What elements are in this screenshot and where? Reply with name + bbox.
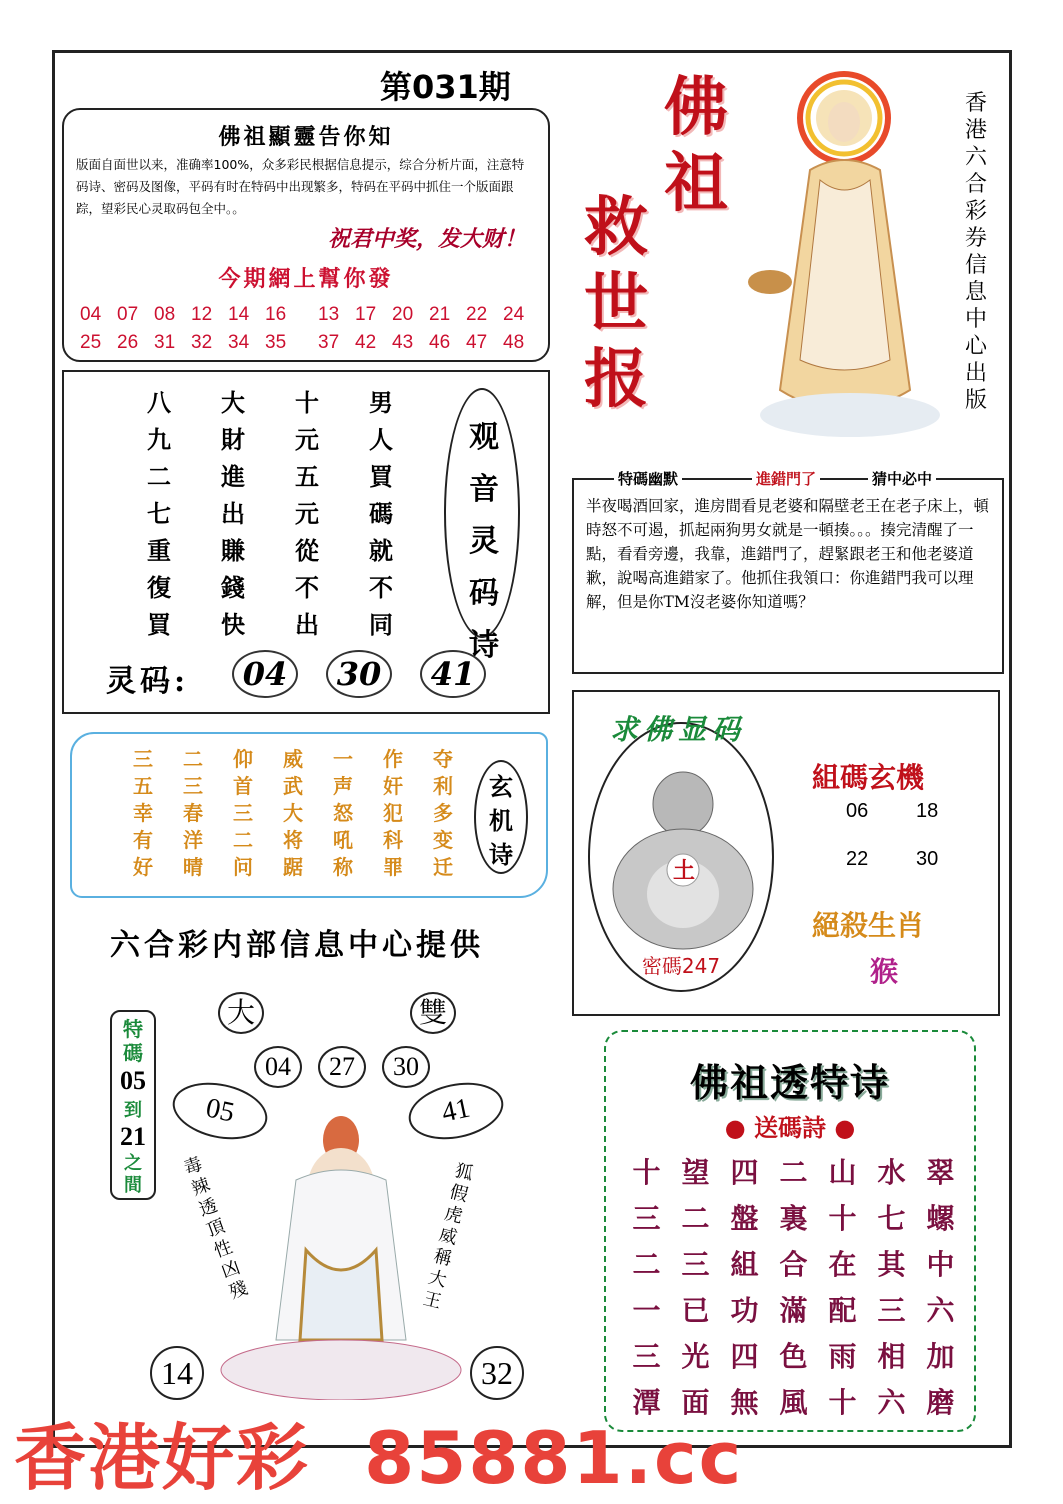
poem-char: 十 <box>828 1202 857 1235</box>
lottery-number: 42 <box>355 332 377 353</box>
poem-char: 三 <box>233 801 253 825</box>
buddha-center-char: 土 <box>673 859 696 884</box>
top-number: 27 <box>318 1046 366 1088</box>
poem-char: 在 <box>828 1248 857 1281</box>
special-poem-box <box>604 1030 976 1432</box>
poem-char: 配 <box>828 1294 857 1327</box>
poem-char: 進 <box>221 462 245 491</box>
poem-char: 裏 <box>779 1202 808 1235</box>
special-poem-grid <box>622 1150 965 1426</box>
buddha-arc-text: 求佛显码 <box>610 713 747 746</box>
kill-title: 絕殺生肖 <box>812 909 925 942</box>
poem-char: 錢 <box>221 573 245 602</box>
poem-char: 不 <box>369 573 393 602</box>
buddha-box <box>572 690 1000 1016</box>
number-row-1 <box>80 304 540 326</box>
guanyin-oval <box>444 388 520 663</box>
lottery-number: 46 <box>429 332 451 353</box>
left-phrase: 毒辣透頂性凶殘 <box>181 1153 251 1304</box>
lingma-label: 灵码: <box>106 664 190 699</box>
poem-char: 色 <box>779 1340 808 1373</box>
poem-char: 十 <box>828 1386 857 1419</box>
poem-char: 三 <box>632 1202 661 1235</box>
joke-text: 半夜喝酒回家，進房間看見老婆和隔壁老王在老子床上，頓時怒不可遏，抓起兩狗男女就是一頓揍。。。揍完清醒了一點，看看旁邊，我靠，進錯門了，趕緊跟老王和他老婆道歉，說喝高進錯家了。他抓住我領口：你進錯門我可以理解，但是你TM沒老婆你知道嗎？ <box>586 497 990 611</box>
double-badge: 雙 <box>410 992 456 1034</box>
footer-watermark: 香港好彩 85881.cc <box>14 1416 744 1500</box>
left-number: 05 <box>167 1075 272 1148</box>
lottery-number: 13 <box>318 304 340 325</box>
poem-char: 首 <box>233 774 253 798</box>
poem-char: 出 <box>295 610 319 639</box>
poem-char: 碼 <box>369 499 393 528</box>
poem-char: 作 <box>383 747 403 771</box>
poem-char: 春 <box>183 801 203 825</box>
poem-char: 元 <box>295 425 319 454</box>
poem-char: 九 <box>147 425 171 454</box>
poem-char: 吼 <box>333 828 353 852</box>
poem-char: 山 <box>828 1156 857 1189</box>
poem-char: 中 <box>926 1248 955 1281</box>
xuanji-oval <box>474 760 528 874</box>
poem-char: 相 <box>877 1340 906 1373</box>
lottery-number: 32 <box>191 332 213 353</box>
poem-subtitle-text: 送碼詩 <box>754 1113 826 1142</box>
poem-char: 迁 <box>433 855 453 879</box>
poem-char: 從 <box>295 536 319 565</box>
poem-char: 有 <box>133 828 153 852</box>
poem-char: 買 <box>147 610 171 639</box>
lottery-number: 35 <box>265 332 287 353</box>
poem-char: 十 <box>632 1156 661 1189</box>
poem-char: 組 <box>730 1248 759 1281</box>
poem-char: 六 <box>877 1386 906 1419</box>
notice-box <box>62 108 550 362</box>
joke-header-3: 猜中必中 <box>868 468 936 489</box>
poem-char: 一 <box>632 1294 661 1327</box>
poem-box-title: 佛祖透特诗 <box>689 1060 890 1105</box>
lottery-number: 16 <box>265 304 287 325</box>
notice-wish: 祝君中奖，发大财！ <box>327 226 526 252</box>
poem-char: 元 <box>295 499 319 528</box>
right-number: 41 <box>403 1075 508 1148</box>
poem-char: 快 <box>221 610 245 639</box>
issue-number: 第031期 <box>380 68 511 106</box>
big-badge: 大 <box>218 992 264 1034</box>
buddha-figure-illustration <box>740 60 950 460</box>
poem-char: 七 <box>147 499 171 528</box>
poem-char: 合 <box>779 1248 808 1281</box>
poem-char: 将 <box>283 828 303 852</box>
tema-between: 之間 <box>124 1153 142 1195</box>
poem-char: 洋 <box>183 828 203 852</box>
poem-char: 仰 <box>233 747 253 771</box>
poem-char: 無 <box>730 1386 759 1419</box>
poem-char: 雨 <box>828 1340 857 1373</box>
lottery-number: 24 <box>503 304 525 325</box>
xuanji-poem-grid <box>118 746 468 881</box>
poem-char: 同 <box>369 610 393 639</box>
poem-char: 二 <box>233 828 253 852</box>
number-row-2 <box>80 332 540 354</box>
poem-char: 盤 <box>730 1202 759 1235</box>
poem-char: 財 <box>221 425 245 454</box>
lottery-number: 25 <box>80 332 102 353</box>
combo-number: 06 <box>846 800 869 822</box>
poem-char: 六 <box>926 1294 955 1327</box>
poem-char: 功 <box>730 1294 759 1327</box>
poem-char: 已 <box>681 1294 710 1327</box>
guanyin-oval-label: 观音灵码诗 <box>469 420 499 663</box>
lottery-number: 22 <box>466 304 488 325</box>
poem-char: 人 <box>369 425 393 454</box>
poem-char: 買 <box>369 462 393 491</box>
poem-char: 男 <box>369 388 393 417</box>
tema-from: 05 <box>120 1066 146 1095</box>
title-column-2: 救世报 <box>584 190 648 417</box>
combo-number: 22 <box>846 848 869 870</box>
lottery-number: 31 <box>154 332 176 353</box>
poem-char: 犯 <box>383 801 403 825</box>
xuanji-poem-box <box>70 732 548 898</box>
tema-to-label: 到 <box>124 1100 142 1120</box>
poem-char: 就 <box>369 536 393 565</box>
buddha-oval <box>588 722 774 992</box>
provider-text: 六合彩内部信息中心提供 <box>110 928 484 963</box>
poem-char: 三 <box>183 774 203 798</box>
poem-char: 一 <box>333 747 353 771</box>
publisher-text: 香港六合彩券信息中心出版 <box>964 91 987 413</box>
poem-char: 望 <box>681 1156 710 1189</box>
lottery-number: 12 <box>191 304 213 325</box>
lottery-number: 21 <box>429 304 451 325</box>
joke-box <box>572 470 1004 674</box>
poem-char: 踞 <box>283 855 303 879</box>
poem-char: 好 <box>133 855 153 879</box>
poem-char: 怒 <box>333 801 353 825</box>
guanyin-poem-box <box>62 370 550 714</box>
tema-box <box>110 1010 156 1200</box>
poem-char: 八 <box>147 388 171 417</box>
poem-char: 称 <box>333 855 353 879</box>
bottom-left-number: 14 <box>150 1346 204 1400</box>
poem-char: 賺 <box>221 536 245 565</box>
poem-char: 问 <box>233 855 253 879</box>
poem-char: 光 <box>681 1340 710 1373</box>
poem-char: 復 <box>147 573 171 602</box>
lottery-number: 14 <box>228 304 250 325</box>
poem-char: 三 <box>133 747 153 771</box>
kill-value: 猴 <box>870 955 899 988</box>
poem-char: 磨 <box>926 1386 955 1419</box>
guanyin-poem-grid <box>122 384 418 643</box>
poem-char: 加 <box>926 1340 955 1373</box>
notice-body: 版面自面世以来，准确率100%，众多彩民根据信息提示，综合分析片面，注意特码诗、密码及图像，平码有时在特码中出现繁多，特码在平码中抓住一个版面跟踪，望彩民心灵取码包全中。。 <box>76 157 525 216</box>
poem-char: 奸 <box>383 774 403 798</box>
poem-char: 出 <box>221 499 245 528</box>
poem-char: 多 <box>433 801 453 825</box>
poem-char: 不 <box>295 573 319 602</box>
poem-char: 晴 <box>183 855 203 879</box>
poem-char: 二 <box>632 1248 661 1281</box>
poem-char: 翠 <box>926 1156 955 1189</box>
poem-char: 利 <box>433 774 453 798</box>
lottery-number: 17 <box>355 304 377 325</box>
poem-char: 幸 <box>133 801 153 825</box>
poem-char: 变 <box>433 828 453 852</box>
notice-title: 佛祖顯靈告你知 <box>218 125 394 150</box>
lottery-number: 04 <box>80 304 102 325</box>
bottom-right-number: 32 <box>470 1346 524 1400</box>
right-phrase: 狐假虎威稱大王 <box>420 1160 476 1313</box>
joke-header-1: 特碼幽默 <box>614 468 682 489</box>
tema-label: 特碼 <box>123 1019 143 1065</box>
poem-char: 面 <box>681 1386 710 1419</box>
poem-char: 武 <box>283 774 303 798</box>
poem-char: 大 <box>221 388 245 417</box>
lottery-number: 37 <box>318 332 340 353</box>
lingma-number: 04 <box>232 650 298 698</box>
lingma-number: 30 <box>326 650 392 698</box>
lottery-number: 48 <box>503 332 525 353</box>
poem-char: 四 <box>730 1156 759 1189</box>
lottery-number: 26 <box>117 332 139 353</box>
poem-char: 水 <box>877 1156 906 1189</box>
poem-char: 二 <box>183 747 203 771</box>
poem-box-subtitle: ● 送碼詩 ● <box>724 1113 856 1142</box>
poem-char: 四 <box>730 1340 759 1373</box>
poem-char: 重 <box>147 536 171 565</box>
poem-char: 三 <box>681 1248 710 1281</box>
poem-char: 三 <box>632 1340 661 1373</box>
poem-char: 五 <box>133 774 153 798</box>
poem-char: 十 <box>295 388 319 417</box>
combo-number: 18 <box>916 800 939 822</box>
poem-char: 威 <box>283 747 303 771</box>
poem-char: 罪 <box>383 855 403 879</box>
poem-char: 二 <box>681 1202 710 1235</box>
poem-char: 螺 <box>926 1202 955 1235</box>
lottery-number: 47 <box>466 332 488 353</box>
lottery-number: 07 <box>117 304 139 325</box>
lingma-number: 41 <box>420 650 486 698</box>
poem-char: 三 <box>877 1294 906 1327</box>
xuanji-oval-label: 玄机诗 <box>489 772 513 869</box>
poem-char: 大 <box>283 801 303 825</box>
combo-number: 30 <box>916 848 939 870</box>
poem-char: 二 <box>779 1156 808 1189</box>
lottery-number: 08 <box>154 304 176 325</box>
poem-char: 滿 <box>779 1294 808 1327</box>
title-column-1: 佛祖 <box>664 70 728 221</box>
lottery-number: 20 <box>392 304 414 325</box>
joke-header-2: 進錯門了 <box>752 468 820 489</box>
tema-to: 21 <box>120 1122 146 1151</box>
top-number: 30 <box>382 1046 430 1088</box>
poem-char: 其 <box>877 1248 906 1281</box>
poem-char: 科 <box>383 828 403 852</box>
poem-char: 風 <box>779 1386 808 1419</box>
poem-char: 五 <box>295 462 319 491</box>
top-number: 04 <box>254 1046 302 1088</box>
lottery-number: 34 <box>228 332 250 353</box>
poem-char: 潭 <box>632 1386 661 1419</box>
poem-char: 七 <box>877 1202 906 1235</box>
poem-char: 夺 <box>433 747 453 771</box>
lottery-number: 43 <box>392 332 414 353</box>
secret-code: 密碼247 <box>641 954 721 978</box>
poem-char: 声 <box>333 774 353 798</box>
poem-char: 二 <box>147 462 171 491</box>
combo-title: 組碼玄機 <box>812 761 925 794</box>
net-title: 今期網上幫你發 <box>218 267 394 292</box>
